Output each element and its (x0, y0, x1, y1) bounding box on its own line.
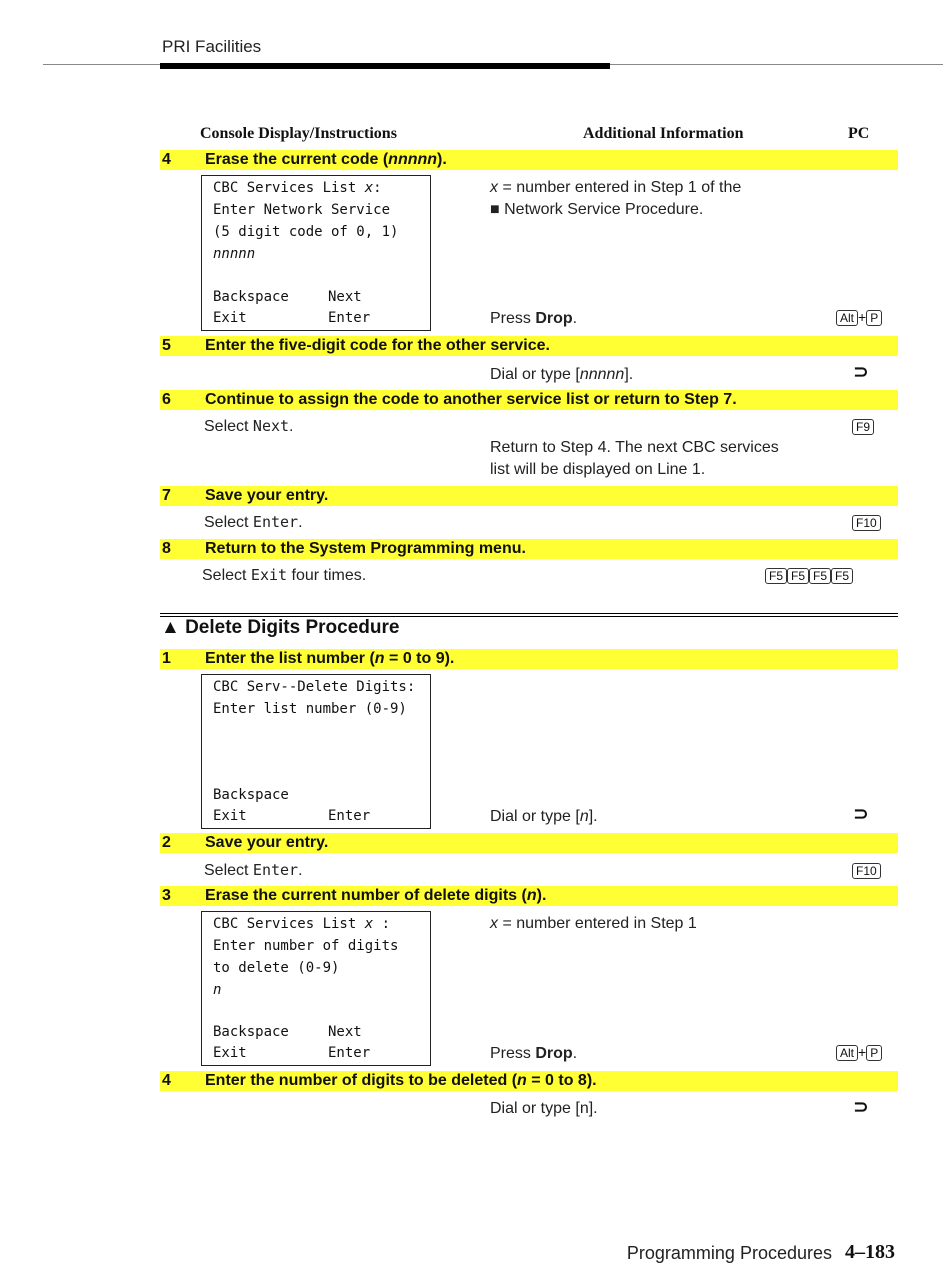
console-softkey-exit[interactable]: Exit (213, 1045, 247, 1061)
console-display (201, 674, 431, 829)
info-press-drop: Press Drop. (490, 310, 578, 327)
column-heading-console: Console Display/Instructions (200, 125, 397, 142)
step-text: Enter the number of digits to be deleted (n = 0 to 8). (205, 1072, 597, 1089)
alt-p-keys (836, 309, 882, 326)
console-line: Enter list number (0-9) (213, 701, 407, 717)
p-key[interactable]: P (866, 1045, 882, 1061)
softkey-name: Exit (250, 566, 288, 584)
softkey-name: Next (252, 417, 290, 435)
plus-sign: + (858, 309, 867, 325)
f5-key[interactable]: F5 (787, 568, 809, 584)
step-number: 3 (162, 887, 171, 904)
step-text: Save your entry. (205, 487, 329, 504)
alt-key[interactable]: Alt (836, 310, 858, 326)
info-dial: Dial or type [nnnnn]. (490, 366, 634, 383)
dial-icon: ⊃ (853, 1097, 869, 1118)
console-line: Enter Network Service (213, 202, 391, 218)
f5-key-group (765, 567, 853, 584)
f5-key[interactable]: F5 (809, 568, 831, 584)
step-text: Return to the System Programming menu. (205, 540, 526, 557)
console-line: (5 digit code of 0, 1) (213, 224, 399, 240)
step-number: 2 (162, 834, 171, 851)
step-bar (160, 1071, 898, 1091)
info-note: x = number entered in Step 1 (490, 915, 697, 932)
softkey-name: Enter (252, 861, 299, 879)
console-line: to delete (0-9) (213, 960, 340, 976)
step-text: Save your entry. (205, 834, 329, 851)
page-number: 4–183 (845, 1241, 895, 1263)
step-bar (160, 886, 898, 906)
step-text: Erase the current code (nnnnn). (205, 151, 447, 168)
f10-key[interactable]: F10 (852, 515, 881, 531)
step-bar (160, 390, 898, 410)
instruction-select-exit: Select Exit four times. (202, 566, 367, 584)
instruction-select-enter: Select Enter. (204, 861, 303, 879)
console-softkey-backspace[interactable]: Backspace (213, 787, 289, 803)
step-number: 4 (162, 151, 171, 168)
alt-key[interactable]: Alt (836, 1045, 858, 1061)
console-softkey-next[interactable]: Next (328, 289, 362, 305)
info-dial: Dial or type [n]. (490, 808, 598, 825)
instruction-select-enter: Select Enter. (204, 513, 303, 531)
f10-key-group (852, 862, 881, 879)
console-line: n (213, 982, 222, 998)
f5-key[interactable]: F5 (831, 568, 853, 584)
step-number: 5 (162, 337, 171, 354)
console-line: CBC Services List x: (213, 180, 382, 196)
info-note: x = number entered in Step 1 of the (490, 179, 742, 196)
header-bar (160, 63, 610, 69)
console-softkey-backspace[interactable]: Backspace (213, 1024, 289, 1040)
info-press-drop: Press Drop. (490, 1045, 578, 1062)
step-bar (160, 649, 898, 669)
console-softkey-exit[interactable]: Exit (213, 310, 247, 326)
console-line: nnnnn (213, 246, 256, 262)
f10-key-group (852, 514, 881, 531)
console-softkey-backspace[interactable]: Backspace (213, 289, 289, 305)
console-softkey-exit[interactable]: Exit (213, 808, 247, 824)
console-softkey-enter[interactable]: Enter (328, 1045, 371, 1061)
p-key[interactable]: P (866, 310, 882, 326)
step-bar (160, 336, 898, 356)
console-line: CBC Serv--Delete Digits: (213, 679, 416, 695)
console-softkey-enter[interactable]: Enter (328, 808, 371, 824)
plus-sign: + (858, 1044, 867, 1060)
dial-icon: ⊃ (853, 804, 869, 825)
f9-key-group (852, 418, 874, 435)
softkey-name: Enter (252, 513, 299, 531)
step-bar (160, 486, 898, 506)
footer-section: Programming Procedures (626, 1243, 832, 1263)
f9-key[interactable]: F9 (852, 419, 874, 435)
step-text: Erase the current number of delete digits (n). (205, 887, 547, 904)
console-display (201, 911, 431, 1066)
f10-key[interactable]: F10 (852, 863, 881, 879)
step-number: 4 (162, 1072, 171, 1089)
section-rule (160, 613, 898, 614)
info-dial: Dial or type [n]. (490, 1100, 598, 1117)
step-bar (160, 150, 898, 170)
step-text: Continue to assign the code to another service list or return to Step 7. (205, 391, 737, 408)
step-text: Enter the five-digit code for the other service. (205, 337, 550, 354)
column-heading-info: Additional Information (583, 125, 744, 142)
step-number: 8 (162, 540, 171, 557)
console-display (201, 175, 431, 331)
console-line: Enter number of digits (213, 938, 399, 954)
section-title: ▲ Delete Digits Procedure (161, 617, 400, 638)
console-line: CBC Services List x : (213, 916, 391, 932)
alt-p-keys (836, 1044, 882, 1061)
info-note: ■ Network Service Procedure. (490, 201, 704, 218)
column-heading-pc: PC (848, 125, 870, 142)
console-softkey-next[interactable]: Next (328, 1024, 362, 1040)
step-text: Enter the list number (n = 0 to 9). (205, 650, 455, 667)
console-softkey-enter[interactable]: Enter (328, 310, 371, 326)
running-head: PRI Facilities (162, 37, 262, 56)
step-number: 7 (162, 487, 171, 504)
step-number: 1 (162, 650, 171, 667)
instruction-select-next: Select Next. (204, 417, 294, 435)
step-bar (160, 539, 898, 559)
f5-key[interactable]: F5 (765, 568, 787, 584)
dial-icon: ⊃ (853, 362, 869, 383)
step-bar (160, 833, 898, 853)
info-note: list will be displayed on Line 1. (490, 461, 706, 478)
step-number: 6 (162, 391, 171, 408)
info-note: Return to Step 4. The next CBC services (490, 439, 779, 456)
